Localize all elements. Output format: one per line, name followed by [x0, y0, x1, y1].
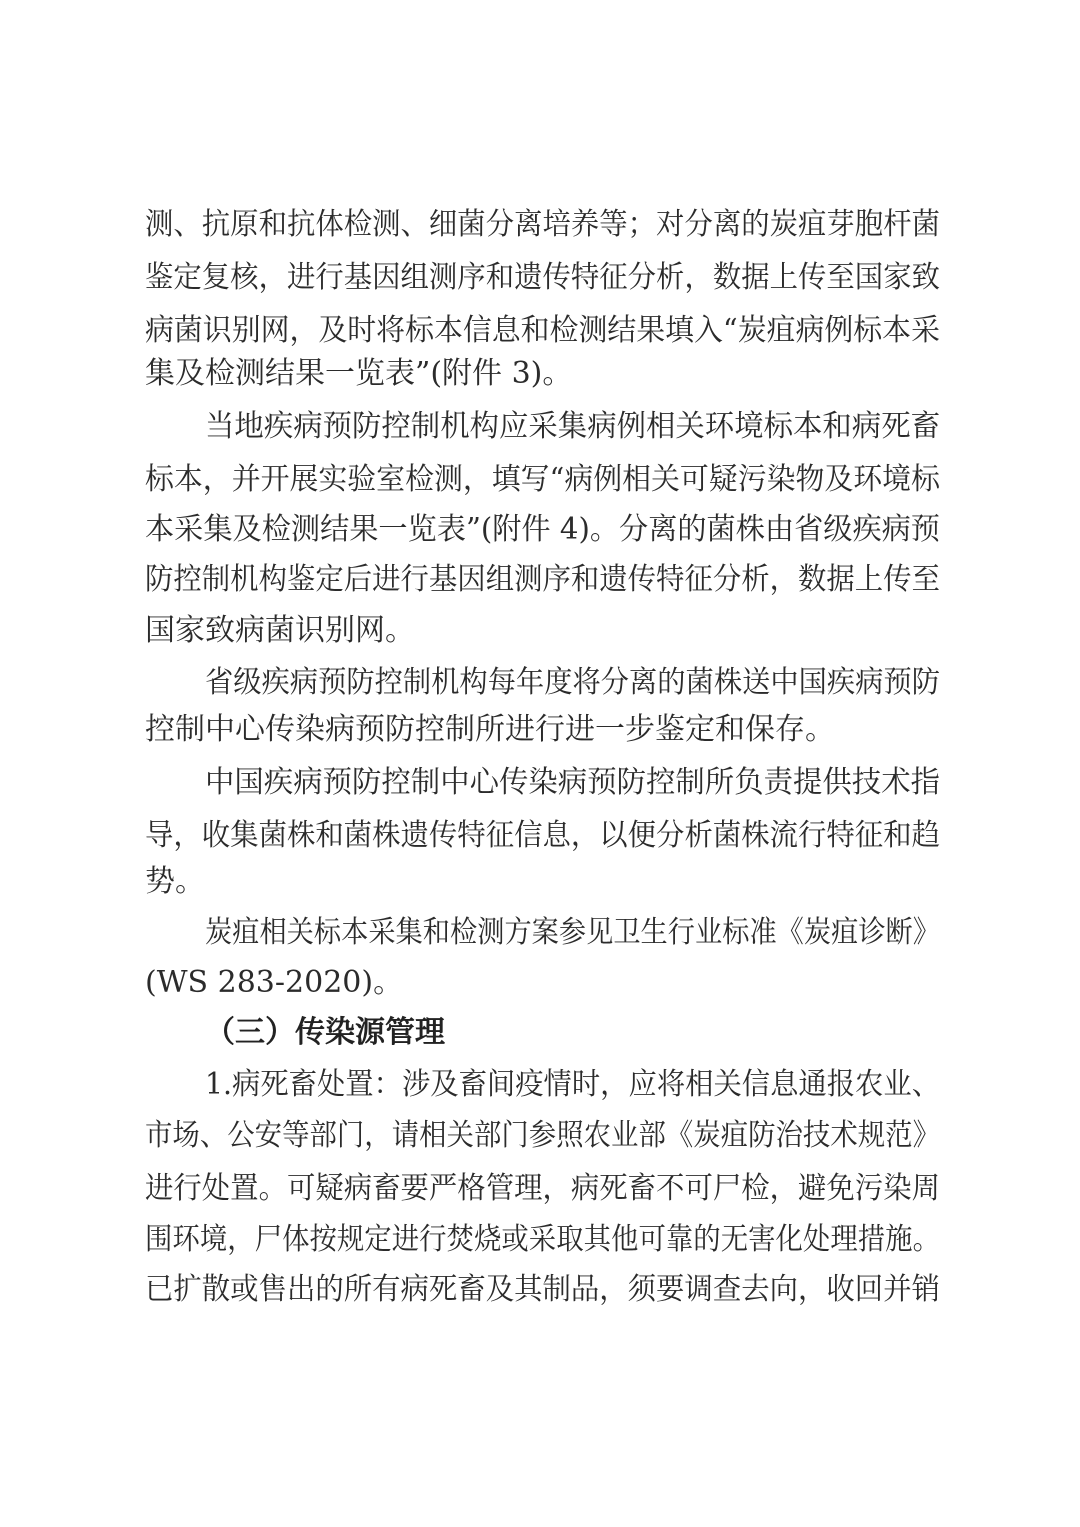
text-line-content: 国家致病菌识别网。 [145, 613, 415, 648]
text-line [0, 502, 1080, 558]
text-line-content: 当地疾病预防控制机构应采集病例相关环境标本和病死畜 [205, 409, 940, 444]
text-line [0, 1161, 1080, 1217]
text-line-content: 鉴定复核，进行基因组测序和遗传特征分析，数据上传至国家致 [145, 260, 940, 295]
section-heading-text: （三）传染源管理 [205, 1015, 445, 1050]
text-line [0, 346, 1080, 402]
text-line-content: 进行处置。可疑病畜要严格管理，病死畜不可尸检，避免污染周 [145, 1171, 940, 1206]
text-line-content: 炭疽相关标本采集和检测方案参见卫生行业标准《炭疽诊断》 [205, 915, 940, 950]
text-line-content: 中国疾病预防控制中心传染病预防控制所负责提供技术指 [205, 765, 940, 800]
paragraph-first-line [0, 905, 1080, 961]
text-line-content: 防控制机构鉴定后进行基因组测序和遗传特征分析，数据上传至 [145, 562, 940, 597]
text-line-content: 导，收集菌株和菌株遗传特征信息，以便分析菌株流行特征和趋 [145, 818, 940, 853]
text-line-content: 测、抗原和抗体检测、细菌分离培养等；对分离的炭疽芽胞杆菌 [145, 207, 940, 242]
text-line-content: 围环境，尸体按规定进行焚烧或采取其他可靠的无害化处理措施。 [145, 1222, 941, 1257]
text-line [0, 552, 1080, 608]
text-line [0, 702, 1080, 758]
text-line-content: 省级疾病预防控制机构每年度将分离的菌株送中国疾病预防 [205, 665, 940, 700]
text-line [0, 197, 1080, 253]
text-line [0, 603, 1080, 659]
text-line-content: 本采集及检测结果一览表”(附件 4)。分离的菌株由省级疾病预 [145, 512, 940, 547]
text-line [0, 1212, 1080, 1268]
paragraph-first-line [0, 1057, 1080, 1113]
section-heading [0, 1005, 1080, 1061]
paragraph-first-line [0, 755, 1080, 811]
text-line [0, 250, 1080, 306]
text-line-content: 控制中心传染病预防控制所进行进一步鉴定和保存。 [145, 712, 835, 747]
text-line [0, 1108, 1080, 1164]
text-line [0, 1262, 1080, 1318]
text-line-content: 病菌识别网，及时将标本信息和检测结果填入“炭疽病例标本采 [145, 313, 940, 348]
text-line [0, 955, 1080, 1011]
text-line-content: 已扩散或售出的所有病死畜及其制品，须要调查去向，收回并销 [145, 1272, 940, 1307]
text-line-content: (WS 283-2020)。 [145, 965, 404, 1000]
text-line-content: 市场、公安等部门，请相关部门参照农业部《炭疽防治技术规范》 [145, 1118, 941, 1153]
text-line-content: 1.病死畜处置：涉及畜间疫情时，应将相关信息通报农业、 [205, 1067, 941, 1102]
paragraph-first-line [0, 399, 1080, 455]
text-line [0, 452, 1080, 508]
text-line [0, 854, 1080, 910]
text-line-content: 标本，并开展实验室检测，填写“病例相关可疑污染物及环境标 [145, 462, 940, 497]
text-line-content: 集及检测结果一览表”(附件 3)。 [145, 356, 573, 391]
text-line-content: 势。 [145, 864, 205, 899]
